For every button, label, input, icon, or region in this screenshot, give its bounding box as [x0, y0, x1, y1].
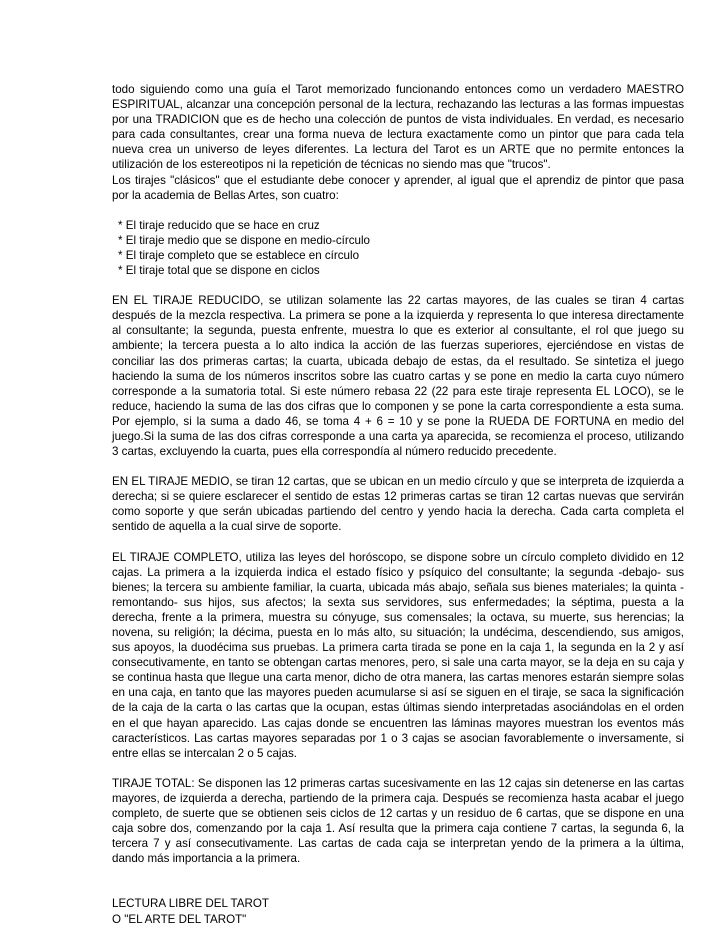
- spacer: [112, 203, 684, 218]
- spacer: [112, 278, 684, 293]
- list-item: * El tiraje reducido que se hace en cruz: [118, 218, 320, 232]
- spacer: [112, 459, 684, 474]
- spacer: [112, 866, 684, 896]
- spacer: [112, 761, 684, 776]
- list-item: * El tiraje medio que se dispone en medio-círculo: [118, 233, 370, 247]
- spread-list: [112, 218, 684, 278]
- section-heading: LECTURA LIBRE DEL TAROT: [112, 897, 269, 911]
- spacer: [112, 535, 684, 550]
- list-item: * El tiraje total que se dispone en ciclos: [118, 264, 320, 278]
- document-page: [112, 82, 684, 927]
- medium-spread-paragraph: EN EL TIRAJE MEDIO, se tiran 12 cartas, que se ubican en un medio círculo y que se interpreta de izquierda a derecha; si se quiere esclarecer el sentido de estas 12 primeras cartas se tiran 12 cartas nuevas que servirán como soporte y que serán ubicadas partiendo del centro y yendo hacia la derecha. Cada carta completa el sentido de aquella a la cual sirve de soporte.: [112, 475, 684, 534]
- intro-paragraph: todo siguiendo como una guía el Tarot memorizado funcionando entonces como un verdadero MAESTRO ESPIRITUAL, alcanzar una concepción personal de la lectura, rechazando las lecturas a las formas impuestas por una TRADICION que es de hecho una colección de puntos de vista individuales. En verdad, es necesario para cada consultantes, crear una forma nueva de lectura exactamente como un pintor que para cada tela nueva crea un universo de leyes diferentes. La lectura del Tarot es un ARTE que no permite entonces la utilización de los estereotipos ni la repetición de técnicas no siendo mas que "trucos".: [112, 83, 684, 172]
- complete-spread-paragraph: EL TIRAJE COMPLETO, utiliza las leyes del horóscopo, se dispone sobre un círculo completo dividido en 12 cajas. La primera a la izquierda indica el estado físico y psíquico del consultante; la segunda -debajo- sus bienes; la tercera su ambiente familiar, la cuarta, ubicada más abajo, señala sus bienes materiales; la quinta - remontando- sus hijos, sus afectos; la sexta sus servidores, sus enfermedades; la séptima, puesta a la derecha, frente a la primera, muestra su cónyuge, sus comensales; la octava, su muerte, sus herencias; la novena, su religión; la décima, puesta en lo más alto, su situación; la undécima, descendiendo, sus amigos, sus apoyos, la duodécima sus pruebas. La primera carta tirada se pone en la caja 1, la segunda en la 2 y así consecutivamente, en tanto se obtengan cartas menores, pero, si sale una carta mayor, se la deja en su caja y se continua hasta que llegue una carta menor, dicho de otra manera, las cartas menores estarán siempre solas en una caja, en tanto que las mayores pueden acumularse si así se siguen en el tiraje, se saca la significación de la caja de la carta o las cartas que la ocupan, estas últimas siendo interpretadas asociándolas en el orden en el que hayan aparecido. Las cajas donde se encuentren las láminas mayores muestran los eventos más característicos. Las cartas mayores separadas por 1 o 3 cajas se asocian favorablemente o inversamente, si entre ellas se intercalan 2 o 5 cajas.: [112, 550, 684, 760]
- reduced-spread-paragraph: EN EL TIRAJE REDUCIDO, se utilizan solamente las 22 cartas mayores, de las cuales se tiran 4 cartas después de la mezcla respectiva. La primera se pone a la izquierda y representa lo que interesa directamente al consultante; la segunda, puesta enfrente, muestra lo que es exterior al consultante, el rol que juego su ambiente; la tercera puesta a lo alto indica la acción de las fuerzas superiores, ejerciéndose en vistas de conciliar las dos primeras cartas; la cuarta, ubicada debajo de estas, da el resultado. Se sintetiza el juego haciendo la suma de los números inscritos sobre las cuatro cartas y se pone en medio la carta cuyo número corresponde a la sumatoria total. Si este número rebasa 22 (22 para este tiraje representa EL LOCO), se le reduce, haciendo la suma de las dos cifras que lo componen y se pone la carta correspondiente a esta suma. Por ejemplo, si la suma a dado 46, se toma 4 + 6 = 10 y se pone la RUEDA DE FORTUNA en medio del juego.Si la suma de las dos cifras corresponde a una carta ya aparecida, se recomienza el proceso, utilizando 3 cartas, excluyendo la cuarta, pues ella correspondía al número reducido precedente.: [112, 294, 684, 459]
- classic-spreads-intro: Los tirajes "clásicos" que el estudiante debe conocer y aprender, al igual que el aprendiz de pintor que pasa por la academia de Bellas Artes, son cuatro:: [112, 173, 684, 202]
- total-spread-paragraph: TIRAJE TOTAL: Se disponen las 12 primeras cartas sucesivamente en las 12 cajas sin detenerse en las cartas mayores, de izquierda a derecha, partiendo de la primera caja. Después se recomienza hasta acabar el juego completo, de suerte que se obtienen seis ciclos de 12 cartas y un residuo de 6 cartas, que se dispone en una caja sobre dos, comenzando por la caja 1. Así resulta que la primera caja contiene 7 cartas, la segunda 6, la tercera 7 y así consecutivamente. Las cartas de cada caja se interpretan yendo de la primera a la última, dando más importancia a la primera.: [112, 776, 684, 866]
- list-item: * El tiraje completo que se establece en círculo: [118, 248, 360, 262]
- section-subheading: O "EL ARTE DEL TAROT": [112, 912, 247, 926]
